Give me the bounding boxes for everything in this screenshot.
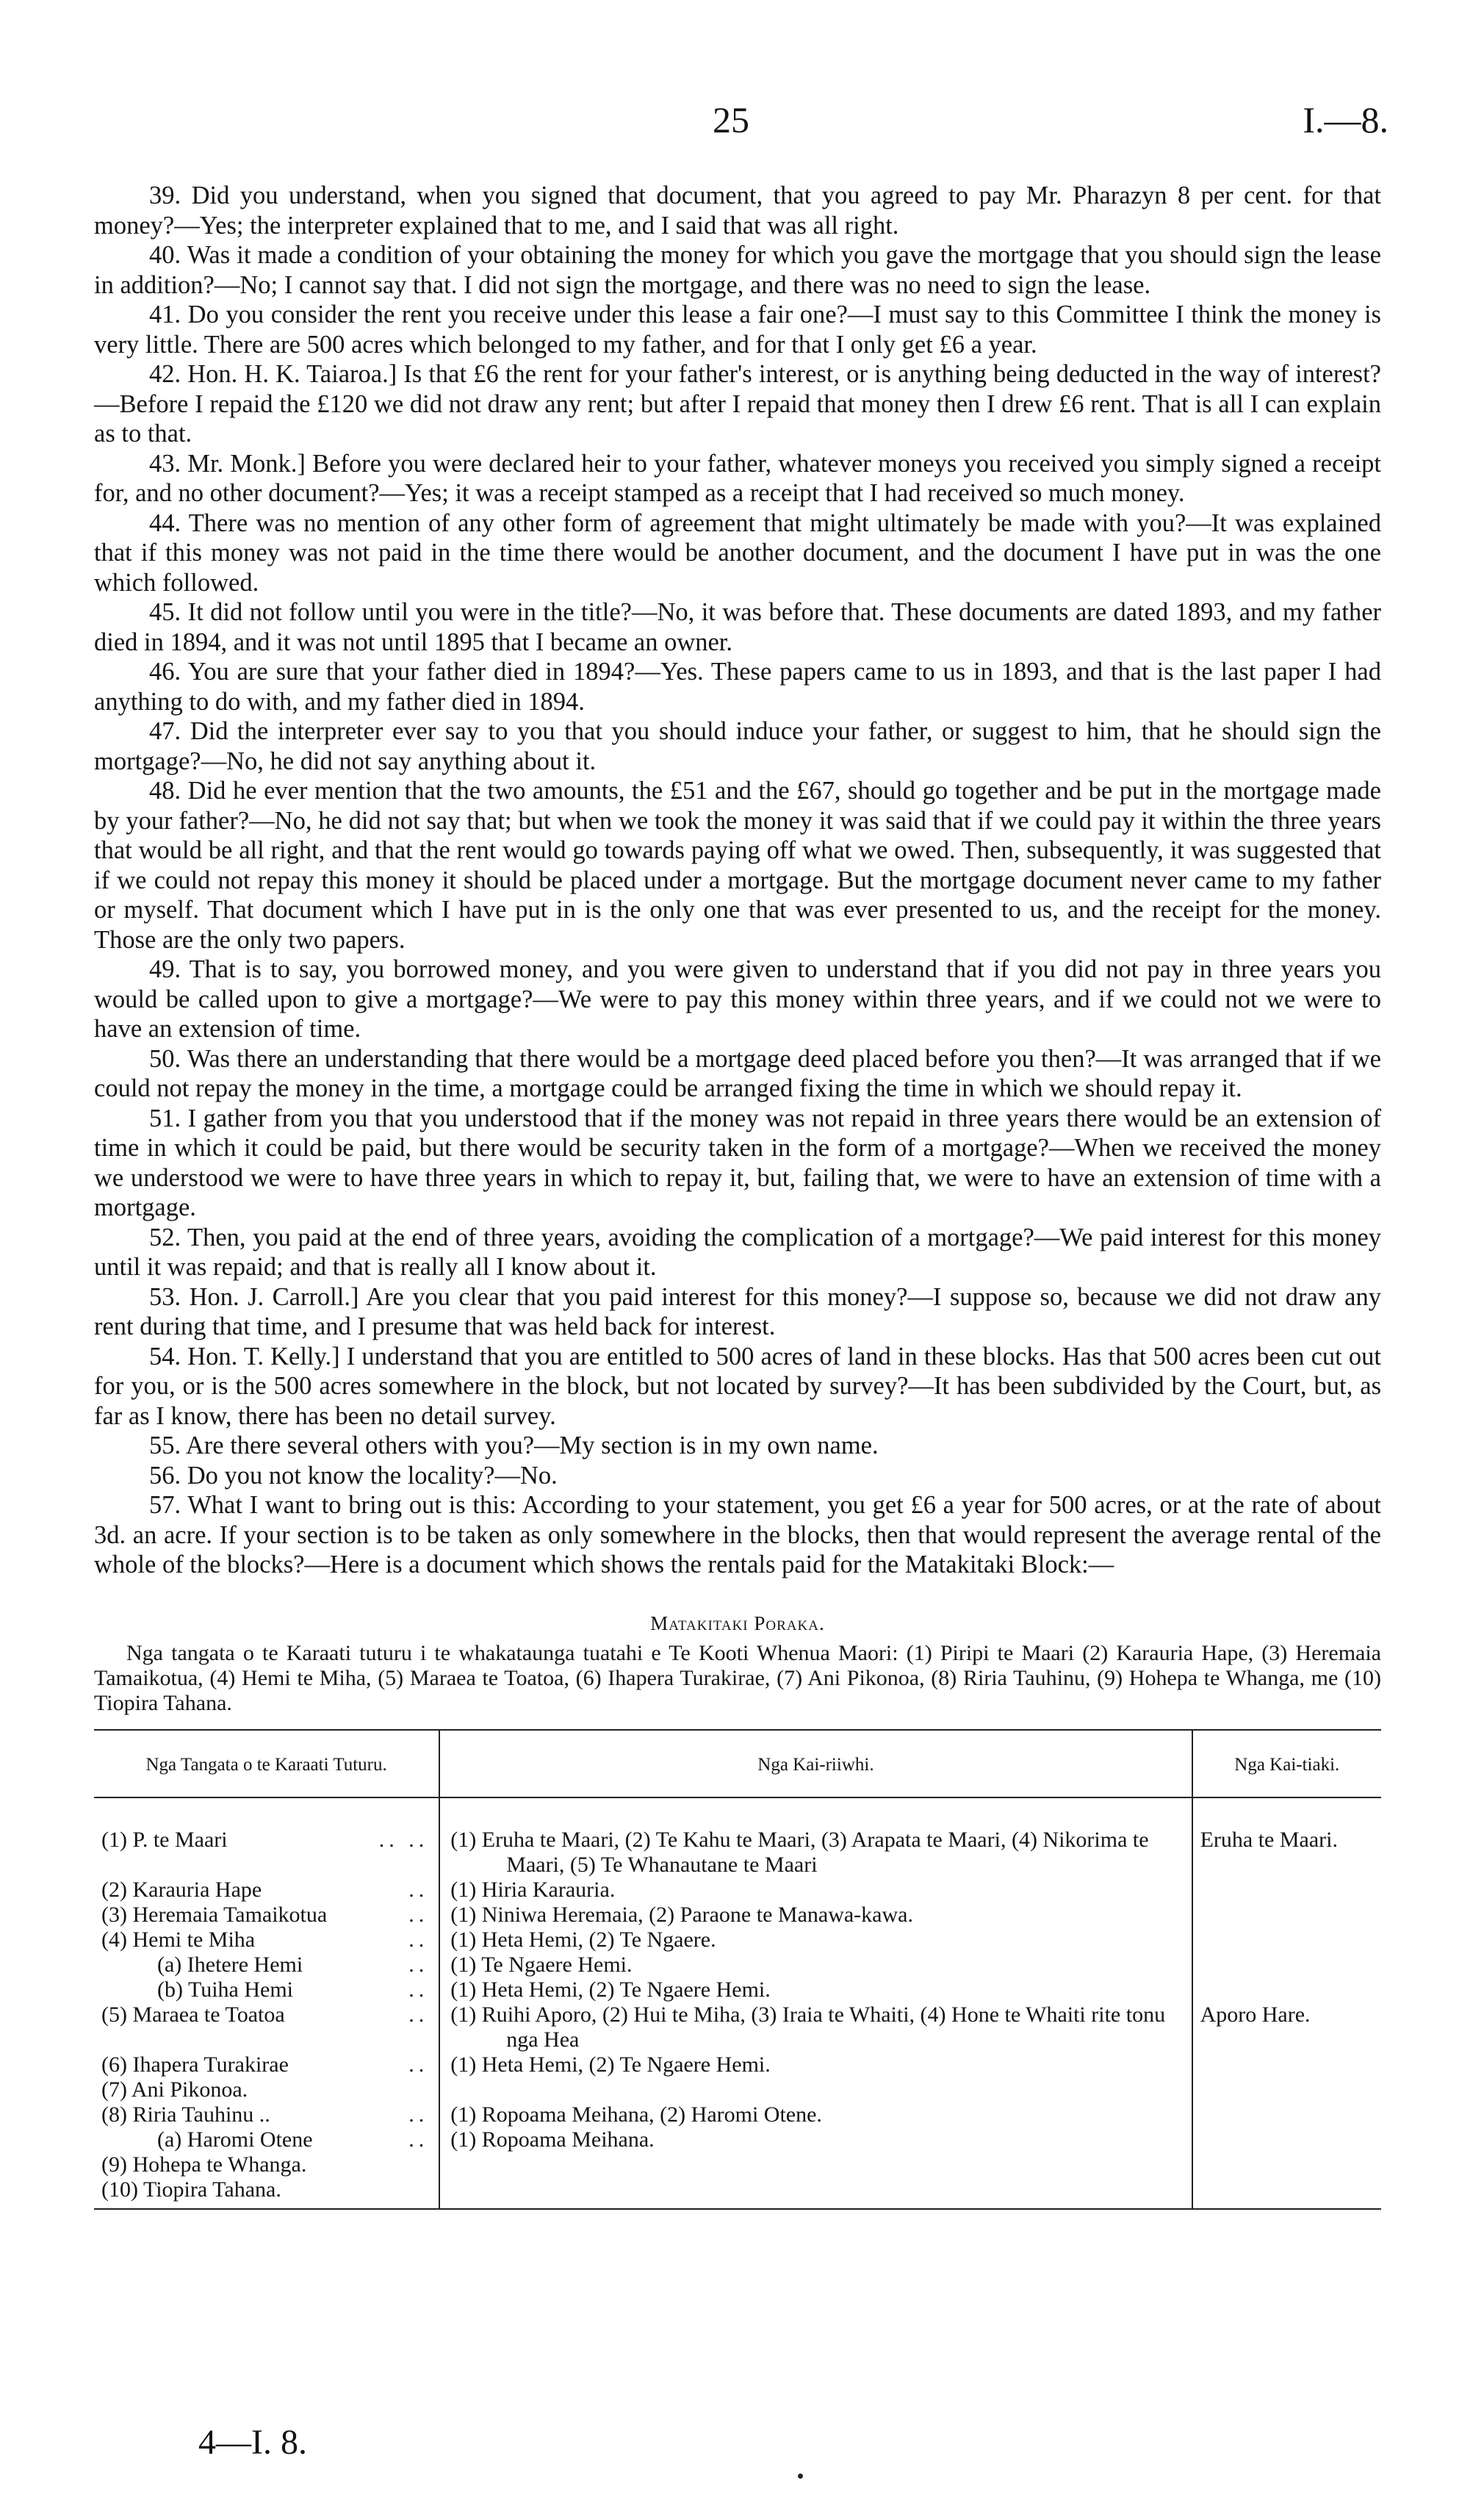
leader-dots [428,2077,431,2102]
leader-dots: .. [408,1927,429,1952]
successors-text: (1) Hiria Karauria. [450,1877,616,1902]
grantee-name: (10) Tiopira Tahana. [101,2177,281,2202]
successors-cell [439,1928,1192,1953]
grantee-cell [94,2077,439,2102]
grantee-name: (1) P. te Maari [101,1827,228,1852]
successors-cell [439,1978,1192,2002]
paragraph: 48. Did he ever mention that the two amounts, the £51 and the £67, should go together and be put in the mortgage made by your father?—No, he did not say that; but when we took the money it was said that if we could pay it within the three years that would be all right, and that the rent would go towards paying off what we owed. Then, subsequently, it was suggested that if we could not repay this money it should be placed under a mortgage. But the mortgage document never came to my father or myself. That document which I have put in is the only one that was ever presented to us, and the receipt for the money. Those are the only two papers. [94,777,1381,954]
paragraph: 43. Mr. Monk.] Before you were declared heir to your father, whatever moneys you received you simply signed a receipt for, and no other document?—Yes; it was a receipt stamped as a receipt that I had received so much money. [94,449,1381,507]
paragraph: 51. I gather from you that you understood that if the money was not repaid in three years there would be an extension of time in which it could be paid, but there would be security taken in the form of a mortgage?—When we received the money we understood we were to have three years in which to repay it, but, failing that, we were to have an extension of time with a mortgage. [94,1104,1381,1221]
paragraph: 42. Hon. H. K. Taiaroa.] Is that £6 the rent for your father's interest, or is anything being deducted in the way of interest?—Before I repaid the £120 we did not draw any rent; but after I repaid that money then I drew £6 rent. That is all I can explain as to that. [94,360,1381,448]
grantee-cell [94,2177,439,2209]
successors-cell [439,2127,1192,2152]
paragraph: 56. Do you not know the locality?—No. [149,1461,558,1490]
trustee-cell [1192,1903,1381,1928]
successors-cell [439,1878,1192,1903]
table-row [94,1878,1381,1903]
successors-text: (1) Heta Hemi, (2) Te Ngaere Hemi. [450,2052,771,2077]
grantee-name: (6) Ihapera Turakirae [101,2052,289,2077]
document-page [94,88,1388,2210]
grantee-cell [94,2002,439,2052]
table-row [94,1953,1381,1978]
grantee-name: (8) Riria Tauhinu .. [101,2102,270,2127]
successors-cell [439,2102,1192,2127]
grantee-cell [94,2152,439,2177]
successors-text: (1) Niniwa Heremaia, (2) Paraone te Manawa-kawa. [450,1902,913,1927]
leader-dots: .. [408,1902,429,1927]
table-row [94,2152,1381,2177]
grantee-cell [94,1928,439,1953]
table-body [94,1797,1381,2209]
leader-dots: .. [408,2102,429,2127]
document-reference: I.—8. [1303,99,1388,140]
successors-cell [439,2152,1192,2177]
table-row [94,1978,1381,2002]
table-header-row [94,1730,1381,1797]
trustee-cell [1192,1953,1381,1978]
grantee-cell [94,1797,439,1878]
table-row [94,1797,1381,1878]
table-row [94,2127,1381,2152]
paragraph: 50. Was there an understanding that there would be a mortgage deed placed before you then?—It was arranged that if we could not repay the money in the time, a mortgage could be arranged fixing the time in which we should repay it. [94,1044,1381,1102]
paragraph: 47. Did the interpreter ever say to you that you should induce your father, or suggest to him, that he should sign the mortgage?—No, he did not say anything about it. [94,717,1381,775]
trustee-cell [1192,1878,1381,1903]
successors-cell [439,2002,1192,2052]
table-row [94,2102,1381,2127]
grantee-name: (9) Hohepa te Whanga. [101,2152,307,2177]
successors-text: (1) Eruha te Maari, (2) Te Kahu te Maari, (3) Arapata te Maari, (4) Nikorima te Maari, (5) Te Whanautane te Maari [450,1827,1149,1877]
grantee-cell [94,1953,439,1978]
paragraph: 40. Was it made a condition of your obtaining the money for which you gave the mortgage that you should sign the lease in addition?—No; I cannot say that. I did not sign the mortgage, and there was no need to sign the lease. [94,241,1381,299]
successors-cell [439,2177,1192,2209]
paragraph: 44. There was no mention of any other form of agreement that might ultimately be made with you?—It was explained that if this money was not paid in the time there would be another document, and the document I have put in was the one which followed. [94,509,1381,597]
column-header-successors: Nga Kai-riiwhi. [439,1730,1192,1797]
successors-cell [439,1797,1192,1878]
successors-text: (1) Te Ngaere Hemi. [450,1952,633,1977]
grantee-name: (a) Ihetere Hemi [157,1952,303,1977]
leader-dots: .. [408,2127,429,2152]
successors-cell [439,1903,1192,1928]
grantee-name: (4) Hemi te Miha [101,1927,256,1952]
paragraph: 46. You are sure that your father died in 1894?—Yes. These papers came to us in 1893, and that is the last paper I had anything to do with, and my father died in 1894. [94,658,1381,716]
column-header-grantees: Nga Tangata o te Karaati Tuturu. [94,1730,439,1797]
successors-text: (1) Ropoama Meihana, (2) Haromi Otene. [450,2102,822,2127]
grantee-cell [94,2102,439,2127]
successors-text: (1) Heta Hemi, (2) Te Ngaere. [450,1927,716,1952]
leader-dots: .. [408,1877,429,1902]
trustee-cell [1192,2177,1381,2209]
table-row [94,2002,1381,2052]
grantee-cell [94,1903,439,1928]
paragraph: 53. Hon. J. Carroll.] Are you clear that you paid interest for this money?—I suppose so, because we did not draw any rent during that time, and I presume that was held back for interest. [94,1282,1381,1340]
leader-dots: .. [408,2052,429,2077]
table-row [94,2052,1381,2077]
grantee-cell [94,1878,439,1903]
grantee-name: (7) Ani Pikonoa. [101,2077,248,2102]
leader-dots: .. .. [378,1827,429,1852]
trustee-cell: Aporo Hare. [1200,2002,1311,2027]
table-intro: Nga tangata o te Karaati tuturu i te whakataunga tuatahi e Te Kooti Whenua Maori: (1) Piripi te Maari (2) Karauria Hape, (3) Heremaia Tamaikotua, (4) Hemi te Miha, (5) Maraea te Toatoa, (6) Ihapera Turakirae, (7) Ani Pikonoa, (8) Riria Tauhinu, (9) Hohepa te Whanga, me (10) Tiopira Tahana. [94,1640,1381,1715]
trustee-cell [1192,2077,1381,2102]
grantee-name: (b) Tuiha Hemi [157,1977,294,2002]
trustee-cell [1192,1978,1381,2002]
grantee-name: (3) Heremaia Tamaikotua [101,1902,328,1927]
successors-cell [439,1953,1192,1978]
trustee-cell [1192,2052,1381,2077]
grantee-name: (5) Maraea te Toatoa [101,2002,285,2027]
paragraph: 52. Then, you paid at the end of three years, avoiding the complication of a mortgage?—We paid interest for this money until it was repaid; and that is really all I know about it. [94,1223,1381,1281]
successors-cell [439,2077,1192,2102]
leader-dots [428,2152,431,2177]
trustee-cell [1192,2102,1381,2127]
successors-text: (1) Ruihi Aporo, (2) Hui te Miha, (3) Iraia te Whaiti, (4) Hone te Whaiti rite tonu nga Hea [450,2002,1166,2052]
page-header [94,88,1388,154]
grantee-name: (a) Haromi Otene [157,2127,313,2152]
trustee-cell [1192,1928,1381,1953]
footer-dot [798,2474,803,2479]
paragraph: 39. Did you understand, when you signed that document, that you agreed to pay Mr. Pharazyn 8 per cent. for that money?—Yes; the interpreter explained that to me, and I said that was all right. [94,182,1381,240]
grantee-cell [94,2127,439,2152]
column-header-trustees: Nga Kai-tiaki. [1192,1730,1381,1797]
trustee-cell [1192,2127,1381,2152]
leader-dots [428,2177,431,2202]
paragraph: 57. What I want to bring out is this: According to your statement, you get £6 a year for 500 acres, or at the rate of about 3d. an acre. If your section is to be taken as only somewhere in the blocks, then that would represent the average rental of the whole of the blocks?—Here is a document which shows the rentals paid for the Matakitaki Block:— [94,1491,1381,1578]
trustee-cell [1192,2152,1381,2177]
page-footer-signature: 4—I. 8. [198,2423,307,2462]
leader-dots: .. [408,1952,429,1977]
leader-dots: .. [408,2002,429,2027]
paragraph: 54. Hon. T. Kelly.] I understand that you are entitled to 500 acres of land in these blocks. Has that 500 acres been cut out for you, or is the 500 acres somewhere in the block, but not located by survey?—It has been subdivided by the Court, but, as far as I know, there has been no detail survey. [94,1342,1381,1430]
paragraph: 41. Do you consider the rent you receive under this lease a fair one?—I must say to this Committee I think the money is very little. There are 500 acres which belonged to my father, and for that I only get £6 a year. [94,301,1381,359]
table-row [94,2077,1381,2102]
grantee-cell [94,2052,439,2077]
table-row [94,1928,1381,1953]
table-row [94,1903,1381,1928]
body-text [94,181,1381,1580]
grantee-cell [94,1978,439,2002]
paragraph: 45. It did not follow until you were in the title?—No, it was before that. These documents are dated 1893, and my father died in 1894, and it was not until 1895 that I became an owner. [94,598,1381,656]
page-number: 25 [713,99,749,140]
leader-dots: .. [408,1977,429,2002]
paragraph: 49. That is to say, you borrowed money, and you were given to understand that if you did not pay in three years you would be called upon to give a mortgage?—We were to pay this money within three years, and if we could not we were to have an extension of time. [94,955,1381,1043]
successors-text: (1) Heta Hemi, (2) Te Ngaere Hemi. [450,1977,771,2002]
trustee-cell: Eruha te Maari. [1200,1827,1339,1852]
table-title: Matakitaki Poraka. [650,1612,825,1634]
paragraph: 55. Are there several others with you?—My section is in my own name. [149,1432,879,1459]
successors-cell [439,2052,1192,2077]
grantee-name: (2) Karauria Hape [101,1877,262,1902]
table-row [94,2177,1381,2209]
grantees-table [94,1729,1381,2210]
successors-text: (1) Ropoama Meihana. [450,2127,655,2152]
